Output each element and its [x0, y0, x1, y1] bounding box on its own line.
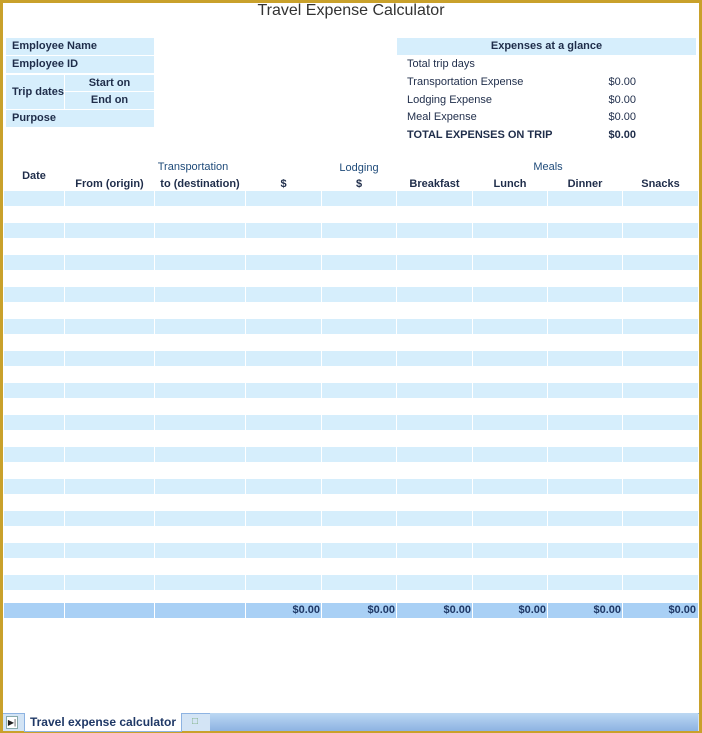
col-divider: [64, 190, 65, 618]
table-row[interactable]: [4, 287, 698, 302]
group-header-transportation: Transportation: [157, 161, 229, 173]
row-fill: [4, 383, 698, 398]
purpose-label: Purpose: [6, 110, 154, 127]
row-fill: [4, 479, 698, 494]
total-transportation: $0.00: [292, 604, 320, 616]
row-fill: [4, 575, 698, 590]
table-row[interactable]: [4, 191, 698, 206]
start-on-label: Start on: [65, 75, 154, 91]
total-snacks: $0.00: [668, 604, 696, 616]
group-header-lodging: Lodging: [339, 162, 379, 174]
col-header-dinner: Dinner: [567, 178, 603, 190]
table-row[interactable]: [4, 479, 698, 494]
row-fill: [4, 223, 698, 238]
glance-transportation-value[interactable]: $0.00: [608, 76, 636, 88]
col-header-breakfast: Breakfast: [409, 178, 460, 190]
table-row[interactable]: [4, 319, 698, 334]
glance-trip-days-value[interactable]: [600, 56, 642, 73]
glance-meal-label: Meal Expense: [407, 111, 477, 123]
table-row[interactable]: [4, 255, 698, 270]
employee-name-label: Employee Name: [6, 38, 154, 55]
row-fill: [4, 191, 698, 206]
sheet-tab-travel-expense-calculator[interactable]: Travel expense calculator: [24, 713, 182, 732]
col-header-lunch: Lunch: [493, 178, 527, 190]
total-lunch: $0.00: [518, 604, 546, 616]
col-header-from: From (origin): [75, 178, 144, 190]
col-header-transport-amount: $: [280, 178, 287, 190]
col-divider: [154, 190, 155, 618]
tab-bar-fill: [210, 713, 698, 731]
total-breakfast: $0.00: [443, 604, 471, 616]
col-divider: [472, 190, 473, 618]
trip-dates-label: Trip dates: [6, 75, 64, 109]
table-row[interactable]: [4, 511, 698, 526]
row-fill: [4, 351, 698, 366]
col-divider: [321, 190, 322, 618]
table-row[interactable]: [4, 223, 698, 238]
total-lodging: $0.00: [367, 604, 395, 616]
col-header-date: Date: [22, 170, 46, 182]
col-header-to: to (destination): [160, 178, 240, 190]
table-row[interactable]: [4, 543, 698, 558]
table-row[interactable]: [4, 351, 698, 366]
table-row[interactable]: [4, 575, 698, 590]
row-fill: [4, 511, 698, 526]
glance-lodging-value[interactable]: $0.00: [608, 94, 636, 106]
row-fill: [4, 287, 698, 302]
table-row[interactable]: [4, 447, 698, 462]
row-fill: [4, 255, 698, 270]
row-fill: [4, 319, 698, 334]
glance-meal-value[interactable]: $0.00: [608, 111, 636, 123]
table-row[interactable]: [4, 415, 698, 430]
glance-total-value[interactable]: $0.00: [608, 129, 636, 141]
glance-header: Expenses at a glance: [397, 38, 696, 55]
glance-lodging-label: Lodging Expense: [407, 94, 493, 106]
row-fill: [4, 415, 698, 430]
row-fill: [4, 543, 698, 558]
insert-sheet-icon[interactable]: □: [191, 716, 199, 727]
glance-total-label: TOTAL EXPENSES ON TRIP: [407, 129, 553, 141]
col-header-lodging-amount: $: [355, 178, 363, 190]
col-divider: [396, 190, 397, 618]
col-divider: [245, 190, 246, 618]
col-divider: [622, 190, 623, 618]
tab-scroll-last-icon[interactable]: ▶|: [7, 718, 17, 727]
page-title: Travel Expense Calculator: [257, 2, 445, 19]
col-divider: [547, 190, 548, 618]
row-fill: [4, 447, 698, 462]
employee-id-label: Employee ID: [6, 56, 154, 73]
glance-transportation-label: Transportation Expense: [407, 76, 524, 88]
col-header-snacks: Snacks: [641, 178, 680, 190]
total-dinner: $0.00: [593, 604, 621, 616]
glance-trip-days-label: Total trip days: [407, 58, 475, 70]
end-on-label: End on: [65, 92, 154, 109]
table-row[interactable]: [4, 383, 698, 398]
group-header-meals: Meals: [533, 161, 563, 173]
